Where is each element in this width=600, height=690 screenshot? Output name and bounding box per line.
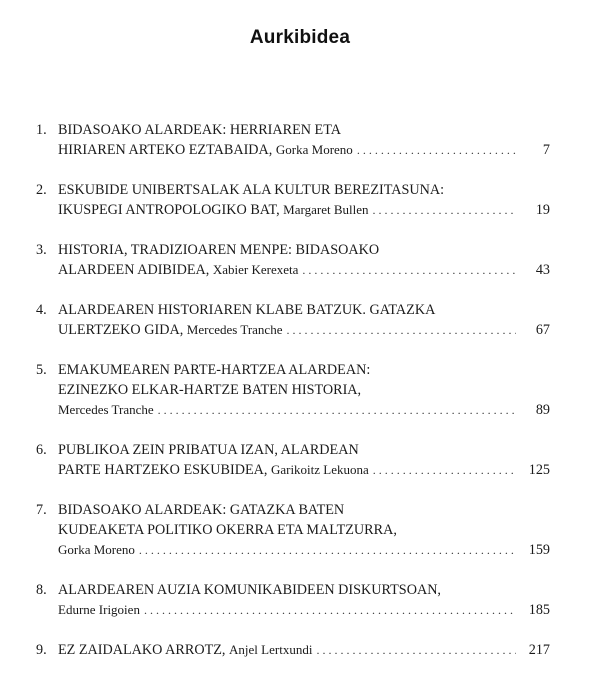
toc-entry-author: Mercedes Tranche xyxy=(58,402,154,417)
toc-entry-title-line: BIDASOAKO ALARDEAK: HERRIAREN ETA xyxy=(58,122,342,138)
toc-entry-title-line: ALARDEAREN HISTORIAREN KLABE BATZUK. GATAZKA xyxy=(58,302,436,318)
toc-entry-page-number: 43 xyxy=(535,262,550,278)
toc-entry-title-line: HISTORIA, TRADIZIOAREN MENPE: BIDASOAKO xyxy=(58,242,380,258)
toc-entry-author: Garikoitz Lekuona xyxy=(270,462,369,477)
toc-entry-number: 7. xyxy=(36,502,47,518)
toc-entry-number: 2. xyxy=(36,182,47,198)
toc-entry-author: Gorka Moreno xyxy=(58,542,135,557)
toc-entry-title-line: PUBLIKOA ZEIN PRIBATUA IZAN, ALARDEAN xyxy=(58,442,359,458)
dot-leader xyxy=(302,260,516,280)
toc-entry-author: Gorka Moreno xyxy=(275,142,353,157)
dot-leader xyxy=(144,600,516,620)
dot-leader xyxy=(158,400,516,420)
toc-entry-author: Margaret Bullen xyxy=(283,202,369,217)
toc-entry-title-line: EMAKUMEAREN PARTE-HARTZEA ALARDEAN: xyxy=(58,362,371,378)
toc-entry-author: Edurne Irigoien xyxy=(58,602,140,617)
toc-entry-author: Mercedes Tranche xyxy=(186,322,283,337)
toc-entry-number: 1. xyxy=(36,122,47,138)
toc-entry-title-line: HIRIAREN ARTEKO EZTABAIDA, xyxy=(58,142,276,158)
toc-entry-page-number: 217 xyxy=(528,642,550,658)
toc-entry-title-line: EZINEZKO ELKAR-HARTZE BATEN HISTORIA, xyxy=(58,382,362,398)
toc-entry-page-number: 159 xyxy=(528,542,550,558)
toc-entry-number: 6. xyxy=(36,442,47,458)
toc-entry-title-line: ALARDEEN ADIBIDEA, xyxy=(58,262,213,278)
dot-leader xyxy=(357,140,516,160)
dot-leader xyxy=(139,540,516,560)
dot-leader xyxy=(373,200,517,220)
toc-entry-title-line: IKUSPEGI ANTROPOLOGIKO BAT, xyxy=(58,202,284,218)
toc-entry-page-number: 185 xyxy=(528,602,550,618)
toc-entry-page-number: 19 xyxy=(535,202,550,218)
toc-entry-title-line: ESKUBIDE UNIBERTSALAK ALA KULTUR BEREZITASUNA: xyxy=(58,182,445,198)
toc-entry-number: 3. xyxy=(36,242,47,258)
toc-entry-page-number: 7 xyxy=(542,142,550,158)
dot-leader xyxy=(286,320,516,340)
toc-entry-number: 4. xyxy=(36,302,47,318)
toc-entry-title-line: BIDASOAKO ALARDEAK: GATAZKA BATEN xyxy=(58,502,345,518)
toc-entry-page-number: 125 xyxy=(528,462,550,478)
toc-entry-number: 8. xyxy=(36,582,47,598)
toc-entry-title-line: ALARDEAREN AUZIA KOMUNIKABIDEEN DISKURTSOAN, xyxy=(58,582,441,598)
toc-entry-number: 9. xyxy=(36,642,47,658)
toc-entry-title-line: EZ ZAIDALAKO ARROTZ, xyxy=(58,642,230,658)
dot-leader xyxy=(316,640,516,660)
toc-entry-page-number: 89 xyxy=(535,402,550,418)
dot-leader xyxy=(373,460,516,480)
toc-entry-number: 5. xyxy=(36,362,47,378)
toc-entry-page-number: 67 xyxy=(535,322,550,338)
toc-entry-title-line: KUDEAKETA POLITIKO OKERRA ETA MALTZURRA, xyxy=(58,522,397,538)
toc-entry-author: Anjel Lertxundi xyxy=(229,642,313,657)
toc-entry-author: Xabier Kerexeta xyxy=(212,262,299,277)
page-title: Aurkibidea xyxy=(249,27,351,48)
toc-entry-title-line: PARTE HARTZEKO ESKUBIDEA, xyxy=(58,462,271,478)
toc-entry-title-line: ULERTZEKO GIDA, xyxy=(58,322,187,338)
